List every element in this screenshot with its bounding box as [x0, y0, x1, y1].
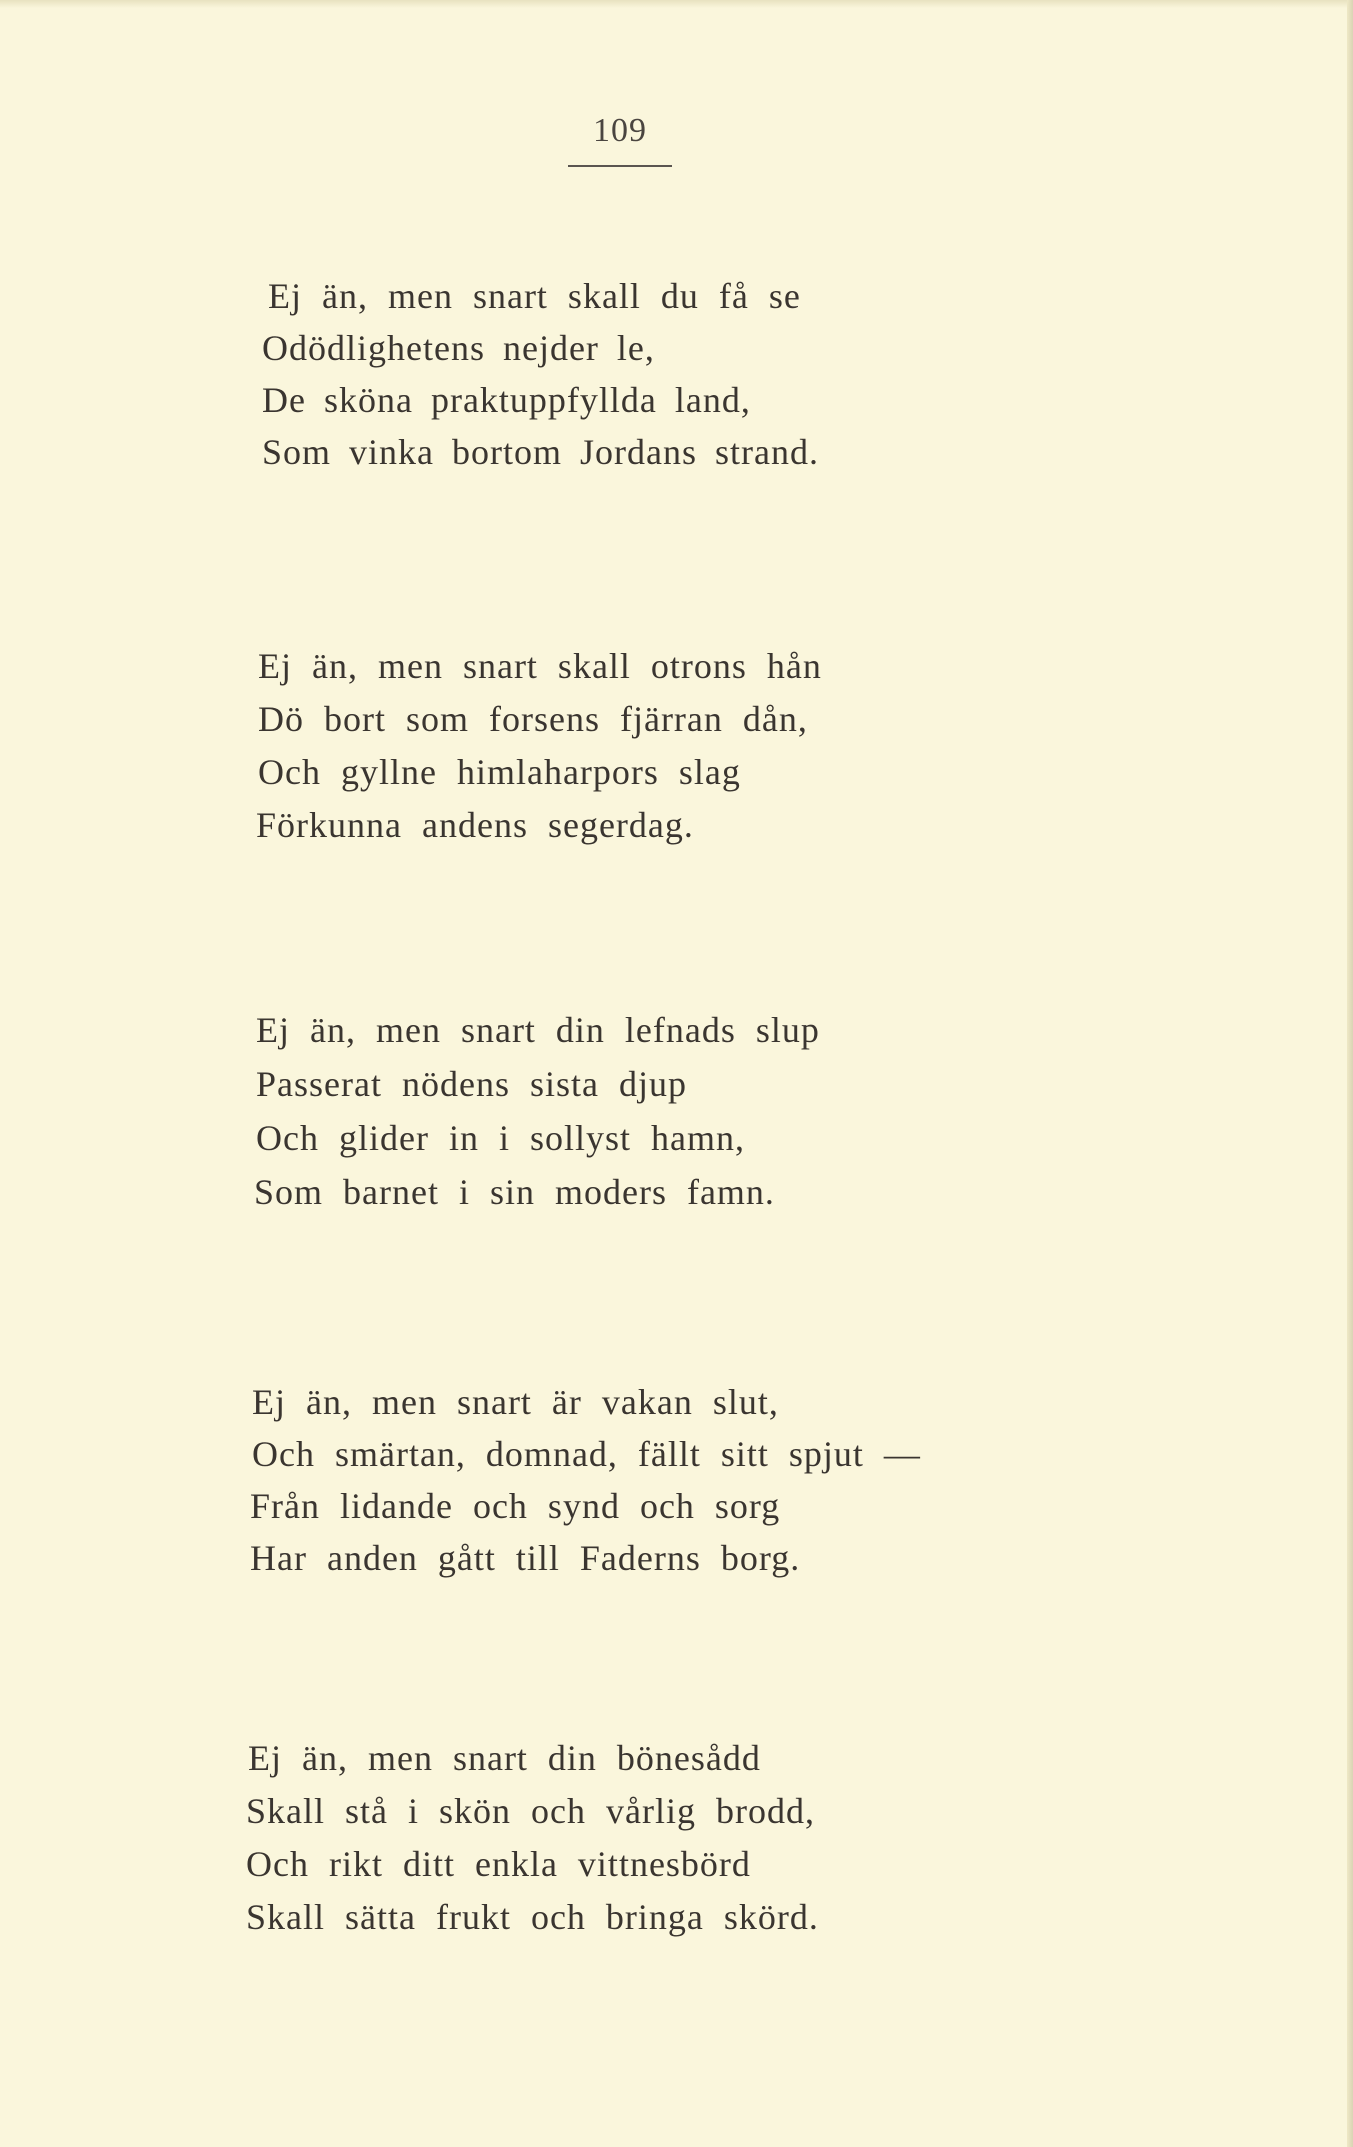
poem-line: Som barnet i sin moders famn.	[254, 1172, 775, 1212]
poem-line: Och gyllne himlaharpors slag	[258, 752, 741, 792]
poem-line: Har anden gått till Faderns borg.	[250, 1538, 801, 1578]
poem-line: Dö bort som forsens fjärran dån,	[258, 699, 808, 739]
poem-line: Och glider in i sollyst hamn,	[256, 1118, 745, 1158]
page-number-rule	[568, 165, 672, 167]
page-number: 109	[593, 112, 647, 149]
poem-line: Som vinka bortom Jordans strand.	[262, 432, 819, 472]
poem-line: Skall stå i skön och vårlig brodd,	[246, 1791, 815, 1831]
poem-line: Skall sätta frukt och bringa skörd.	[246, 1897, 819, 1937]
poem-line: Och rikt ditt enkla vittnesbörd	[246, 1844, 751, 1884]
poem-line: De sköna praktuppfyllda land,	[262, 380, 751, 420]
page-top-edge	[0, 0, 1353, 8]
poem-line: Ej än, men snart är vakan slut,	[252, 1382, 779, 1422]
poem-line: Ej än, men snart skall du få se	[268, 276, 801, 316]
poem-line: Ej än, men snart skall otrons hån	[258, 646, 822, 686]
poem-line: Ej än, men snart din lefnads slup	[256, 1010, 820, 1050]
page-right-edge	[1347, 0, 1353, 2147]
poem-line: Och smärtan, domnad, fällt sitt spjut —	[252, 1434, 921, 1474]
poem-line: Passerat nödens sista djup	[256, 1064, 687, 1104]
poem-line: Odödlighetens nejder le,	[262, 328, 655, 368]
poem-line: Förkunna andens segerdag.	[256, 805, 694, 845]
poem-line: Ej än, men snart din bönesådd	[248, 1738, 761, 1778]
poem-line: Från lidande och synd och sorg	[250, 1486, 781, 1526]
